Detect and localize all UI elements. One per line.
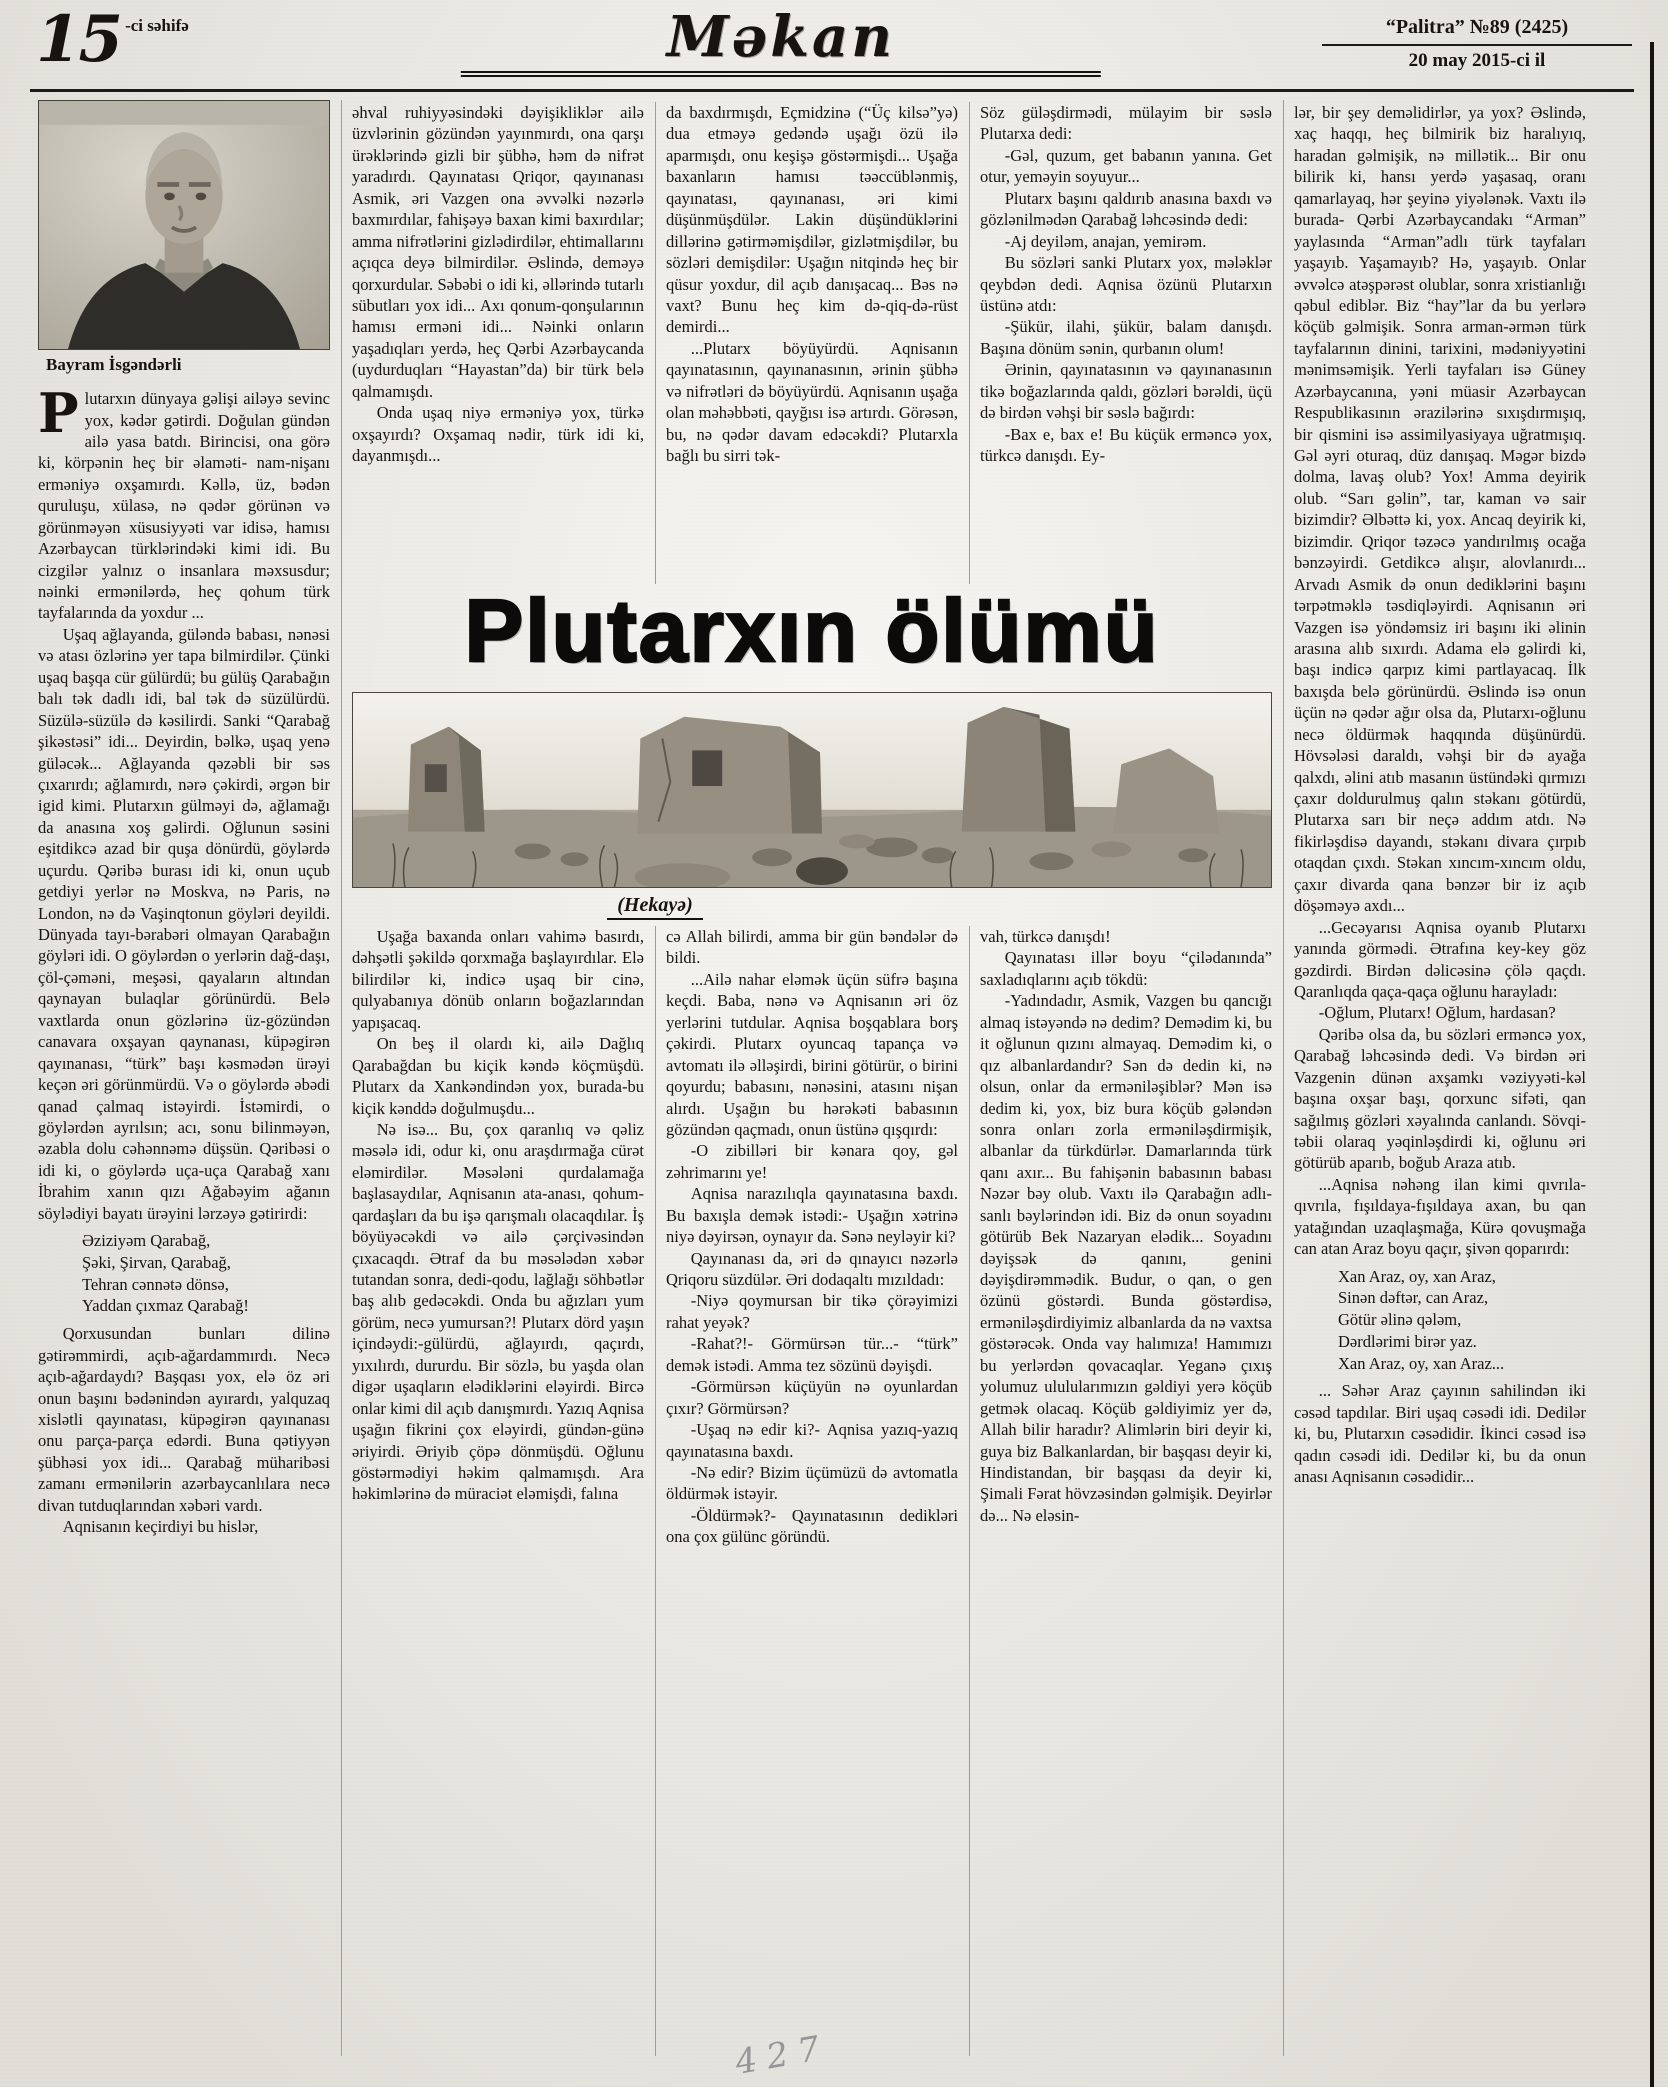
article-text-col5 <box>1294 102 1586 1260</box>
article-text-col1-rest <box>38 1323 330 1537</box>
paragraph: Uşağa baxanda onları vahimə basırdı, dəhşətli şəkildə qorxmağa başlayırdılar. Elə bilirdilər ki, indicə uşaq bir cinə, qulyabanıya dönüb onların boğazlarından yapışacaq. <box>352 927 644 1032</box>
column-4-top <box>980 102 1272 584</box>
poem-line: Şəki, Şirvan, Qarabağ, <box>82 1252 231 1272</box>
column-1 <box>38 100 330 2056</box>
column-rule <box>1283 100 1284 2056</box>
ruins-photo <box>352 692 1272 888</box>
paragraph: -Bax e, bax e! Bu küçük erməncə yox, türkcə danışdı. Ey- <box>980 424 1272 465</box>
photo-caption-row <box>352 894 958 920</box>
paragraph: Söz güləşdirmədi, mülayim bir səslə Plutarxa dedi: <box>980 103 1272 144</box>
story-photo-caption: (Hekayə) <box>607 894 703 920</box>
issue-date: 20 may 2015-ci il <box>1408 50 1546 71</box>
author-photo-caption: Bayram İsgəndərli <box>46 355 182 374</box>
column-rule <box>341 100 342 2056</box>
paragraph: Bu sözləri sanki Plutarx yox, mələklər qeybdən dedi. Aqnisa özünü Plutarxın üstünə atdı: <box>980 253 1272 315</box>
paragraph: -Öldürmək?- Qayınatasının dedikləri ona çox gülünc göründü. <box>666 1505 958 1547</box>
paragraph: ...Plutarx böyüyürdü. Aqnisanın qayınatasının, qayınanasının, ərinin şübhə və nifrətləri də böyüyürdü. Aqnisanın uşağa olan məhəbbəti, qayğısı isə artırdı. Görəsən, bu, nə qədər davam edəcəkdi? Plutarxla bağlı bu sirri tək- <box>666 338 958 465</box>
paragraph: -Aj deyiləm, anajan, yemirəm. <box>1004 231 1207 251</box>
paragraph: Qorxusundan bunları dilinə gətirəmmirdi, açıb-ağardammırdı. Necə açıb-ağardaydı? Başqası yox, elə öz əri onun başını bədənindən ayırardı, yalquzaq xislətli qayınatası, küpəgirən qayınanası onu parça-parça edərdi. Buna qətiyyən şübhəsi yox idi... Qarabağ müharibəsi zamanı ermənilərin azərbaycanlılara necə divan tutduqlarından xəbəri vardı. <box>38 1324 330 1515</box>
ruins-photo-image <box>353 693 1271 887</box>
column-rule <box>655 102 656 584</box>
column-3-bottom <box>666 926 958 2056</box>
masthead <box>461 4 1101 77</box>
paragraph: Plutarxın dünyaya gəlişi ailəyə sevinc yox, kədər gətirdi. Doğulan gündən ailə yasa batdı. Birincisi, ona görə ki, körpənin heç bir əlaməti- nam-nişanı erməniyə oxşamırdı. Kəllə, üz, bədən quruluşu, xülasə, nə qədər görünən və görünməyən xüsusiyyəti var idisə, hamısı Azərbaycan türklərindəki kimi idi. Bu cizgilər yalnız o insanlara məxsusdur; nəinki ermənilərdə, heç qohum türk tayfalarında da yoxdur ... <box>38 381 330 623</box>
issue-block <box>1322 16 1632 72</box>
paragraph: Onda uşaq niyə erməniyə yox, türkə oxşayırdı? Oxşamaq nədir, türk idi ki, dayanmışdı... <box>352 403 644 465</box>
paragraph: da baxdırmışdı, Eçmidzinə (“Üç kilsə”yə) dua etməyə gedəndə uşağı özü ilə aparmışdı, onu keşişə göstərmişdi... Uşağa baxanların hamısı təəccüblənmiş, qayınatası, qayınanası, əri kimi düşünmüşdülər. Lakin düşündüklərini dillərinə gətirməmişdilər, gizlətmişdilər, bu sözləri demişdilər: Uşağın nitqində heç bir qüsur yoxdur, dil açıb danışacaq... Bəs nə vaxt? Bunu heç kim də-qiq-də-rüst demirdi... <box>666 103 958 337</box>
paragraph: -Görmürsən küçüyün nə oyunlardan çıxır? Görmürsən? <box>666 1377 958 1418</box>
column-rule <box>969 926 970 2056</box>
paragraph: Aqnisanın keçirdiyi bu hislər, <box>62 1517 259 1537</box>
poem-line: Xan Araz, oy, xan Araz, <box>1338 1266 1496 1286</box>
issue-number: “Palitra” №89 (2425) <box>1322 16 1632 46</box>
paragraph: Ərinin, qayınatasının və qayınanasının tikə boğazlarında qaldı, gözləri bərəldi, üçü də birdən vəhşi bir səslə bağırdı: <box>980 360 1272 423</box>
column-2-top <box>352 102 644 584</box>
paragraph: -Rahat?!- Görmürsən tür...- “türk” demək istədi. Amma tez sözünü dəyişdi. <box>666 1334 958 1375</box>
paragraph: vah, türkcə danışdı! <box>980 927 1111 946</box>
paragraph: -Oğlum, Plutarx! Oğlum, hardasan? <box>1318 1003 1556 1023</box>
handwritten-mark: 427 <box>732 2027 833 2083</box>
paragraph: cə Allah bilirdi, amma bir gün bəndələr də bildi. <box>666 927 958 968</box>
paragraph: Plutarx başını qaldırıb anasına baxdı və gözlənilmədən Qarabağ ləhcəsində dedi: <box>980 188 1272 230</box>
column-rule <box>655 926 656 2056</box>
article-text-col1 <box>38 381 330 1224</box>
paragraph: Uşaq ağlayanda, güləndə babası, nənəsi və atası özlərinə yer tapa bilmirdilər. Çünki uşaq başqa cür gülürdü; bu gülüş Qarabağın balı tək dadlı idi, bal tək də süzülürdü. Süzülə-süzülə də kəsilirdi. Sanki “Qarabağ şikəstəsi” idi... Deyirdin, bəlkə, uşaq yenə güləcək... Ağlayanda qəzəbli bir səs çıxarırdı; ağlamırdı, nərə çəkirdi, ərgən bir igid kimi. Plutarxın gülməyi də, ağlamağı da anasına xoş gəlirdi. Oğlunun səsini eşitdikcə azad bir quşa dönürdü, göylərdə uçurdu. Qəribə burası idi ki, onun uçub getdiyi yerlər nə Moskva, nə Paris, nə London, nə də Vaşinqtonun göyləri deyildi. Dünyada tayı-bərabəri olmayan Qarabağın göyləri idi. O göylərdən o yerlərin dağ-daşı, çöl-çəməni, meşəsi, qayaların altından qaynayan bulaqlar görünürdü. Belə vaxtlarda onun gözlərinə üz-gözündən canavara oxşayan qaynanası, küpəgirən qayınanası, “türk” başı kəsmədən ürəyi keçən əri görünmürdü. Və o göylərdə əbədi qanad çalmaq istəyirdi. İstəmirdi, o göylərdən ayrılsın; acı, sonu bilinməyən, əzabla dolu cəhənnəmə düşsün. Qəribəsi o idi ki, o göylərdə uça-uça Qarabağ xanı İbrahim xanın qızı Ağabəyim ağanın söylədiyi bayatı ürəyini lərzəyə gətirirdi: <box>38 624 330 1223</box>
page-number-suffix: -ci səhifə <box>125 16 189 35</box>
page-header <box>30 2 1634 92</box>
paragraph: -Gəl, quzum, get babanın yanına. Get otur, yeməyin soyuyur... <box>980 145 1272 187</box>
paragraph: ...Gecəyarısı Aqnisa oyanıb Plutarxı yanında görmədi. Ətrafına key-key göz gəzdirdi. Birdən dəlicəsinə çölə qaçdı. Qaranlıqda qaça-qaça oğlunu harayladı: <box>1294 917 1586 1001</box>
poem-line: Sinən dəftər, can Araz, <box>1338 1288 1489 1308</box>
paragraph: Qayınatası illər boyu “çilədanında” saxladıqlarını açıb tökdü: <box>980 948 1272 989</box>
paragraph: Nə isə... Bu, çox qaranlıq və qəliz məsələ idi, odur ki, onu araşdırmağa cürət eləmirdilər. Məsələni qurdalamağa başlasaydılar, Aqnisanın ata-anası, qohum-qardaşları da bu işə qarışmalı olacaqdılar. İş böyüyəcəkdi və ailə çərçivəsindən çıxacaqdı. Ətraf da bu məsələdən xəbər tutandan sonra, dedi-qodu, lağlağı söhbətlər baş alıb gedəcəkdi. Onda bu ağızları yum görüm, necə yumursan?! Plutarx dörd yaşın içindəydi:-gülürdü, ağlayırdı, qaçırdı, yıxılırdı, dururdu. Bir sözlə, bu yaşda olan digər uşaqların elədiklərini eləyirdi. Bircə onlar kimi dil açıb danışmırdı. Yazıq Aqnisa uşağın fikrini çox eləyirdi, gündən-günə əriyirdi. Əriyib çöpə dönmüşdü. Oğlunu göstərmədiyi həkim qalmamışdı. Ara həkimlərinə də müraciət eləmişdi, falına <box>352 1119 644 1504</box>
araz-poem <box>1338 1266 1586 1375</box>
paragraph: əhval ruhiyyəsindəki dəyişikliklər ailə üzvlərinin gözündən yayınmırdı, ona qarşı ürəklərində gizli bir şübhə, həm də nifrət yaradırdı. Qayınatası Qriqor, qayınanası Asmik, əri Vazgen ona əvvəlki nəzərlə baxmırdılar, fahişəyə baxan kimi baxırdılar; amma nifrətlərini gizlədirdilər, ehtimallarını açıqca deyə bilmirdilər. Əslində, deməyə qorxurdular. Səbəbi o idi ki, əllərində tutarlı sübutları yox idi... Axı qonum-qonşularının hamısı erməni idi... Nəinki onların yaşadıqları yerdə, heç Qərbi Azərbaycanda (uydurduqları “Hayastan”da) bir türk belə qalmamışdı. <box>352 103 644 401</box>
column-4-bottom <box>980 926 1272 2056</box>
page-number: 15 <box>36 2 122 77</box>
author-photo-image <box>39 101 329 349</box>
poem-line: Yaddan çıxmaz Qarabağ! <box>82 1296 249 1316</box>
column-rule <box>969 102 970 584</box>
paragraph: Aqnisa narazılıqla qayınatasına baxdı. Bu baxışla demək istədi:- Uşağın xətrinə niyə dəyirsən, oynayır da. Sənə neyləyir ki? <box>666 1184 958 1247</box>
paragraph: ... Səhər Araz çayının sahilindən iki cəsəd tapdılar. Biri uşaq cəsədi idi. Dedilər ki, bu, Plutarxın cəsədidir. İkinci cəsəd isə qadın cəsədi idi. Dedilər ki, bu da onun anası Aqnisanın cəsədidir... <box>1294 1381 1586 1487</box>
paragraph: On beş il olardı ki, ailə Dağlıq Qarabağdan bu kiçik kəndə köçmüşdü. Plutarx da Xankəndindən yox, burada-bu kiçik kənddə doğulmuşdu... <box>352 1034 644 1118</box>
masthead-title: Məkan <box>666 4 896 70</box>
paragraph: -Uşaq nə edir ki?- Aqnisa yazıq-yazıq qayınatasına baxdı. <box>666 1420 958 1461</box>
poem-line: Tehran cənnətə dönsə, <box>82 1274 229 1294</box>
column-5 <box>1294 102 1586 2058</box>
paragraph: ...Ailə nahar eləmək üçün süfrə başına keçdi. Baba, nənə və Aqnisanın əri öz yerlərini tutdular. Aqnisa boşqablara borş çəkirdi. Plutarx oyuncaq tapança və avtomatı ilə əlləşirdi, birini götürür, o birini qoyurdu; babasını, nənəsini, atasını nişan alırdı. Uşağın bu hərəkəti babasının gözündən qaçmadı, onun üstünə qışqırdı: <box>666 969 958 1139</box>
paragraph: -O zibilləri bir kənara qoy, gəl zəhrimarını ye! <box>666 1141 958 1182</box>
page-edge-line <box>1650 42 1654 2087</box>
poem-line: Dərdlərimi birər yaz. <box>1338 1331 1477 1351</box>
column-2-bottom <box>352 926 644 2056</box>
poem-line: Əziziyəm Qarabağ, <box>82 1231 211 1251</box>
paragraph: -Nə edir? Bizim üçümüzü də avtomatla öldürmək istəyir. <box>666 1462 958 1504</box>
paragraph: ...Aqnisa nəhəng ilan kimi qıvrıla-qıvrıla, fışıldaya-fışıldaya axan, bu qan yatağından uzaqlaşmağa, Kürə qovuşmağa can atan Araz boyu qaçır, şivən qoparırdı: <box>1294 1174 1586 1259</box>
paragraph: lər, bir şey deməlidirlər, ya yox? Əslində, xaç haqqı, heç bilmirik biz haralıyıq, haradan gəlmişik, nə millətik... Bir onu bilirik ki, hansı yerdə yaşasaq, oranı qamarlayaq, hər şeyinə yiyələnək. Vaxtı ilə burada- Qərbi Azərbaycandakı “Arman” yaylasında “Arman”adlı türk tayfaları yaşayıb. Yaşamayıb? Hə, yaşayıb. Onlar əvvəlcə atəşpərəst olublar, sonra xristianlığı qəbul ediblər. Biz “hay”lar da bu yerlərə köçüb gəlmişik. Sonra arman-ərmən türk tayfalarının dinini, tarixini, mədəniyyətini mənimsəmişik. Yerli tayfaları isə Güney Azərbaycanına, yəni müasir Azərbaycan Respublikasının ərazilərinə sıxışdırmışıq, bir qismini isə assimilyasiyaya uğratmışıq. Gəl əyri oturaq, düz danışaq. Məgər bizdə dolma, lavaş olub? Yox! Amma deyirik olub. “Sarı gəlin”, tar, kaman və sair bizimdir? Əlbəttə ki, yox. Ancaq deyirik ki, bizimdir. Qriqor təzəcə yandırılmış ocağa bənzəyirdi. Getdikcə alışır, alovlanırdı... Arvadı Asmik də onun dediklərini başını tərpətməklə təsdiqləyirdi. Aqnisanın əri Vazgen isə yöndəmsiz iri başını iki əlinin arasına alıb sıxırdı. Adama elə gəlirdi ki, başı indicə qarpız kimi partlayacaq. İlk baxışda belə görünürdü. Əslində isə onun üçün nə qədər ağır olsa da, Plutarxı-oğlunu necə öldürmək haqqında düşünürdü. Hövsələsi daraldı, vəhşi bir də ayağa qalxdı, əlini atıb masanın üstündəki qırmızı çaxır doldurulmuş qalın stəkanı götürdü, Plutarxa sarı bir neçə addım atdı. Nə fikirləşdisə dayandı, stəkanı divara çırpıb otaqdan çıxdı. Stəkan xıncım-xıncım oldu, çaxır divarda qana bənzər bir iz açıb döşəməyə axdı... <box>1294 103 1586 916</box>
paragraph: Qəribə olsa da, bu sözləri erməncə yox, Qarabağ ləhcəsində dedi. Və birdən əri Vazgenin dünən axşamkı vəziyyəti-kəl başına oxşar başı, qorxunc sifəti, qan sağılmış gözləri xəyalında canlandı. Sövqi-təbii olaraq yəqinləşdirdi ki, oğlunu əri götürüb aparıb, boğub Araza atıb. <box>1294 1024 1586 1173</box>
paragraph: -Niyə qoymursan bir tikə çörəyimizi rahat yeyək? <box>666 1291 958 1332</box>
bayati-poem <box>82 1230 330 1317</box>
story-headline: Plutarxın ölümü <box>464 581 1160 680</box>
poem-line: Götür əlinə qələm, <box>1338 1310 1462 1330</box>
paragraph: -Yadındadır, Asmik, Vazgen bu qancığı almaq istəyəndə nə dedim? Demədim ki, bu it oğlunun qızını almayaq. Demədim ki, o qız albanlardandır? Sən də dedin ki, nə olsun, onlar da erməniləşiblər? Mən isə dedim ki, yox, biz bura köçüb gələndən sonra onları zorla erməniləşdirmişik, albanlar da türkdürlər. Damarlarında türk qanı axır... Bu fahişənin babasının babası Nəzər bəy olub. Vaxtı ilə Qarabağın adlı-sanlı bəylərindən idi. Biz də onun soyadını götürüb Bek Nazaryan elədik... Soyadını dəyişsək də qanını, genini dəyişdirəmmədik. Budur, o qan, o gen özünü göstərdi. Bunda göstərdisə, erməniləşdirdiyimiz albanlarda da nə vaxtsa göstərəcək. Onda vay halımıza! Hamımızı bu yerlərdən qovacaqlar. Yeganə çıxış yolumuz ululularımızın gəldiyi yerə köçüb getmək olacaq. Köçüb gəldiyimiz yer də, Allah bilir haradır? Alimlərin biri deyir ki, guya biz Balkanlardan, bir başqası deyir ki, Hindistandan, bir başqası da deyir ki, Şimali Fərat hövzəsindən gəlmişik. Deyirlər də... Nə eləsin- <box>980 991 1272 1525</box>
article-text-col5-end <box>1294 1380 1586 1487</box>
poem-line: Xan Araz, oy, xan Araz... <box>1338 1353 1505 1373</box>
paragraph: -Şükür, ilahi, şükür, balam danışdı. Başına dönüm sənin, qurbanın olum! <box>980 317 1272 358</box>
column-3-top <box>666 102 958 584</box>
page-number-block <box>36 2 189 77</box>
author-photo <box>38 100 330 350</box>
paragraph: Qayınanası da, əri də qınayıcı nəzərlə Qriqoru süzdülər. Əri dodaqaltı mızıldadı: <box>666 1248 958 1289</box>
